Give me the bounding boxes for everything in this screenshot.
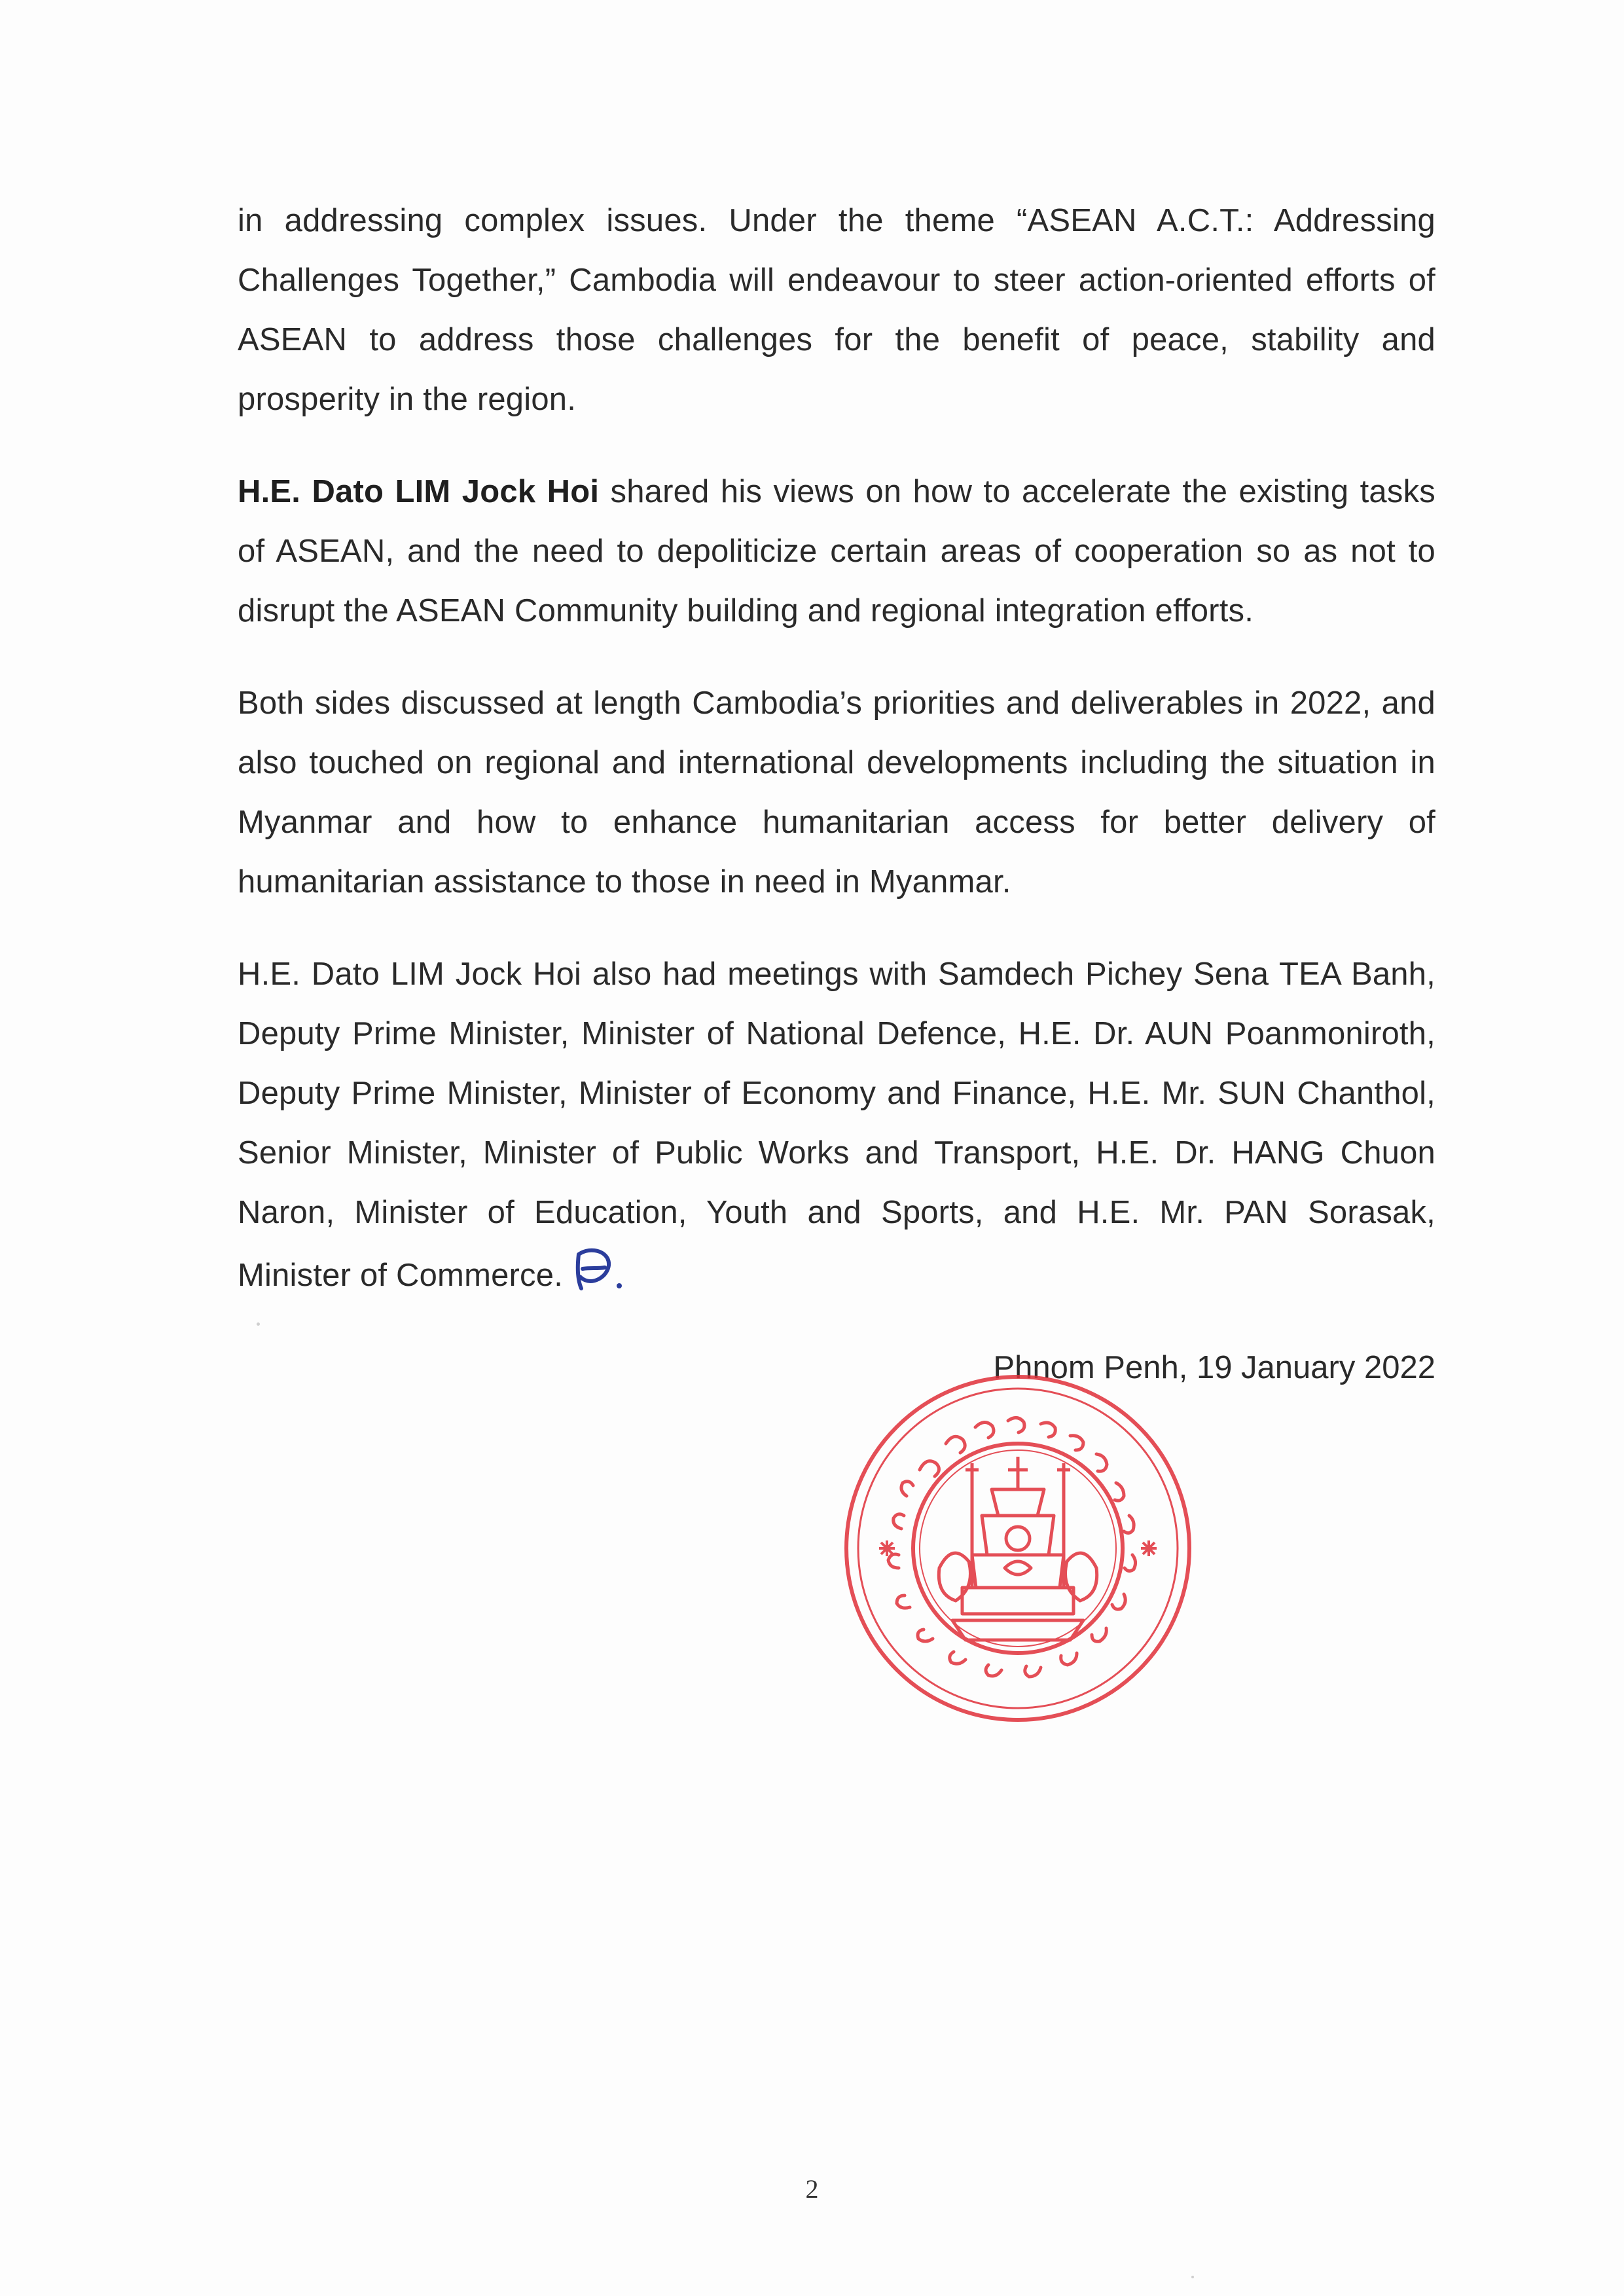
document-body: [238, 191, 1435, 1347]
paragraph-views-lead: H.E. Dato LIM Jock Hoi: [238, 474, 600, 509]
paragraph-views: [238, 462, 1435, 641]
scan-speck: [1191, 2276, 1194, 2278]
paragraph-views-text: shared his views on how to accelerate the existing tasks of ASEAN, and the need to depoliticize certain areas of cooperation so as not to disrupt the ASEAN Community building and regional integration efforts.: [238, 474, 1435, 629]
official-seal-icon: [841, 1372, 1195, 1725]
paragraph-theme: in addressing complex issues. Under the theme “ASEAN A.C.T.: Addressing Challenges Together,” Cambodia will endeavour to steer action-oriented efforts of ASEAN to address those challenges for the benefit of peace, stability and prosperity in the region.: [238, 203, 1435, 417]
paragraph-meetings-text: H.E. Dato LIM Jock Hoi also had meetings with Samdech Pichey Sena TEA Banh, Deputy Prime Minister, Minister of National Defence, H.E. Dr. AUN Poanmoniroth, Deputy Prime Minister, Minister of Economy and Finance, H.E. Mr. SUN Chanthol, Senior Minister, Minister of Public Works and Transport, H.E. Dr. HANG Chuon Naron, Minister of Education, Youth and Sports, and H.E. Mr. PAN Sorasak, Minister of Commerce.: [238, 957, 1435, 1293]
paragraph-meetings: [238, 945, 1435, 1315]
handwritten-initial-icon: [572, 1243, 624, 1315]
place-and-date: Phnom Penh, 19 January 2022: [993, 1350, 1435, 1385]
paragraph-priorities: Both sides discussed at length Cambodia’s priorities and deliverables in 2022, and also touched on regional and international developments including the situation in Myanmar and how to enhance humanitarian access for better delivery of humanitarian assistance to those in need in Myanmar.: [238, 685, 1435, 900]
page-number: 2: [805, 2174, 819, 2204]
